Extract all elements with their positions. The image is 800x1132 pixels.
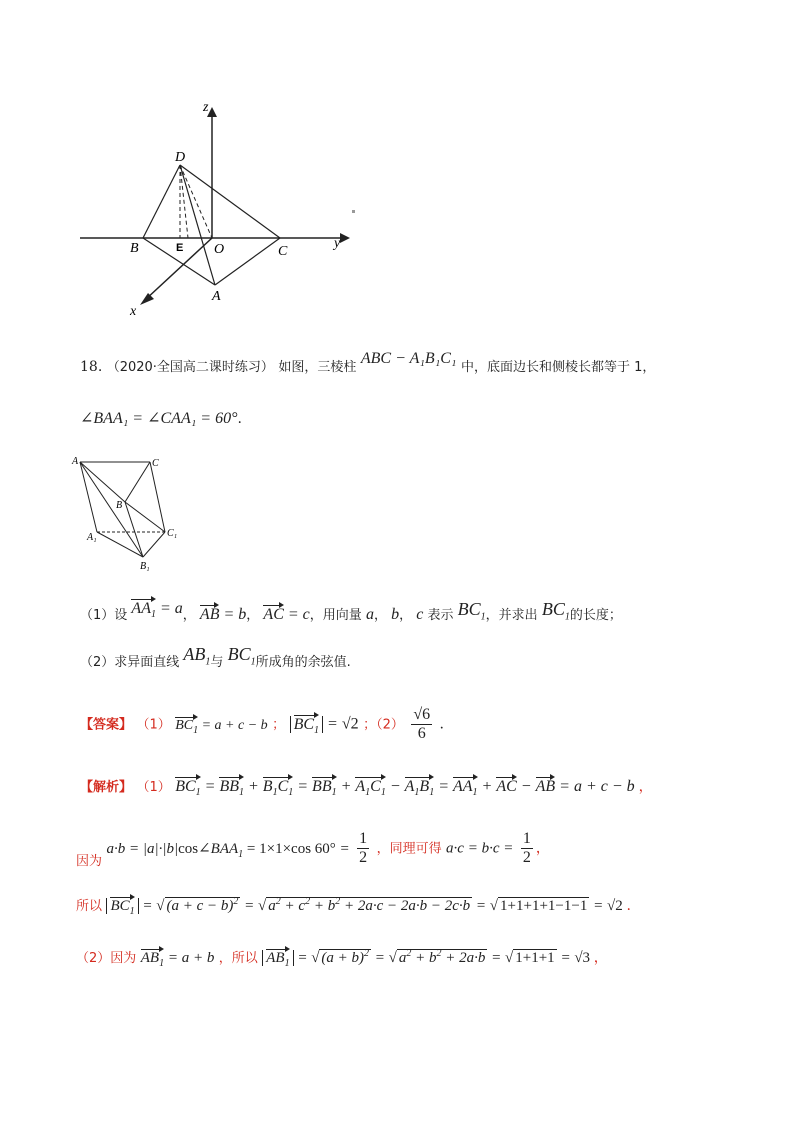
part1-sep-a: ， — [182, 608, 196, 623]
part2-question: （2）求异面直线 $AB_1$与 $BC_1$所成角的余弦值. — [80, 644, 351, 670]
analysis-because: 因为 — [76, 853, 103, 869]
part1-prefix: （1）设 — [80, 608, 128, 623]
fig1-label-x: x — [130, 304, 137, 319]
fig1-label-y: y — [334, 236, 341, 251]
part2-prefix: （2）求异面直线 — [80, 655, 180, 670]
angle-condition-line — [80, 408, 242, 428]
analysis-line-1: 【解析】 （1） $BC_1 = BB_1 + B_1C_1 = BB_1 + A_1C_1 - A_1B_1 = AA_1$ + AC − AB = a + c − b ， — [80, 778, 653, 799]
fig1-label-O: O — [214, 242, 225, 257]
problem-number: 18. — [80, 359, 103, 375]
answer-p1: （1） — [136, 717, 171, 733]
half-den-2: 2 — [522, 849, 531, 866]
part1-sep-c: ， — [373, 608, 387, 623]
fig2-label-B1: B₁ — [140, 561, 150, 572]
analysis-tag: 【解析】 — [80, 780, 133, 795]
part1-sep-b: ， — [246, 608, 260, 623]
analysis-p1: （1） — [136, 780, 171, 795]
analysis-p2-so: ，所以 — [218, 951, 258, 966]
analysis-same: ，同理可得 — [376, 841, 442, 857]
fig2-label-A1: A₁ — [87, 532, 97, 543]
answer-tag: 【答案】 — [80, 717, 133, 733]
stray-dot — [352, 210, 355, 213]
angle-end: . — [237, 411, 242, 427]
half-num-1: 1 — [359, 830, 368, 847]
figure-3d-coordinate — [70, 95, 370, 325]
answer-sep: ； — [272, 717, 286, 733]
part1-show: 表示 — [427, 608, 454, 623]
angle-condition: ∠BAA₁ = ∠CAA₁ = 60° — [80, 410, 238, 427]
problem-text-a: 如图，三棱柱 — [278, 360, 357, 375]
analysis-so: 所以 — [76, 899, 103, 914]
analysis-line-3: 所以 $BC_1$ = √ $(a + c - b)^2$ = √ $a^2 + c^2 + b^2 + 2a\cdot c - 2a\cdot b - 2c\cdot b$ = √ 1+1+1+1−1−1 = √2 . — [76, 896, 631, 917]
analysis-dot: . — [626, 898, 631, 914]
answer-end: . — [439, 716, 444, 733]
problem-source: （2020·全国高二课时练习） — [106, 360, 274, 375]
fig1-label-A: A — [212, 289, 221, 304]
part2-with: 与 — [210, 655, 224, 670]
half-num-2: 1 — [522, 830, 531, 847]
fig2-label-A: A — [72, 456, 79, 467]
fig2-label-C: C — [152, 458, 159, 469]
part1-question: （1）设 $AA_1 = a$， AB = b， AC = c，用向量 a， b， c 表示 $BC_1$，并求出 $BC_1$的长度； — [80, 599, 622, 623]
fig2-label-C1: C₁ — [167, 528, 178, 539]
answer-line: 【答案】 （1） $BC_1 = a + c - b$ ； $BC_1 = √2$ ；（2） $\frac{√6}{6}$ . — [80, 706, 444, 742]
part1-find: ，并求出 — [485, 608, 538, 623]
answer-frac-num: √6 — [413, 706, 431, 723]
problem-statement — [80, 350, 656, 376]
analysis-line-4: （2）因为 $AB_1 = a + b$ ，所以 $AB_1$ = √ $(a + b)^2$ = √ $a^2 + b^2 + 2a\cdot b$ = √ 1+1+1 = √3 ， — [76, 948, 608, 969]
analysis-line-2: 因为 $a\cdot b = |a|\cdot|b|\cos\angle BAA_1 = 1\times 1\times\cos$ 60° = $\frac{1}{2}$ ，同理可得 a·c = b·c = $\frac{1}{2}$ ， — [76, 830, 550, 869]
fig1-label-z: z — [203, 100, 209, 115]
answer-p2: ；（2） — [363, 717, 404, 733]
problem-text-b: 中，底面边长和侧棱长都等于 1， — [460, 360, 656, 375]
analysis-p2-end: ， — [593, 950, 608, 966]
analysis-comma-1: ， — [638, 779, 653, 795]
fig1-label-C: C — [278, 244, 288, 259]
figure-prism — [70, 452, 190, 577]
part1-sep-d: ， — [399, 608, 413, 623]
half-den-1: 2 — [359, 849, 368, 866]
fig1-label-E: E — [176, 242, 184, 254]
part1-end: 的长度； — [569, 608, 622, 623]
part1-use: ，用向量 — [309, 608, 362, 623]
analysis-comma-2: ， — [535, 840, 550, 857]
analysis-p2-prefix: （2）因为 — [76, 951, 137, 966]
answer-frac-den: 6 — [417, 725, 426, 742]
fig1-label-B: B — [130, 241, 139, 256]
fig1-label-D: D — [175, 150, 186, 165]
part2-end: 所成角的余弦值. — [255, 655, 351, 670]
prism-name: ABC − A₁B₁C₁ — [360, 350, 457, 367]
fig2-label-B: B — [116, 500, 123, 511]
